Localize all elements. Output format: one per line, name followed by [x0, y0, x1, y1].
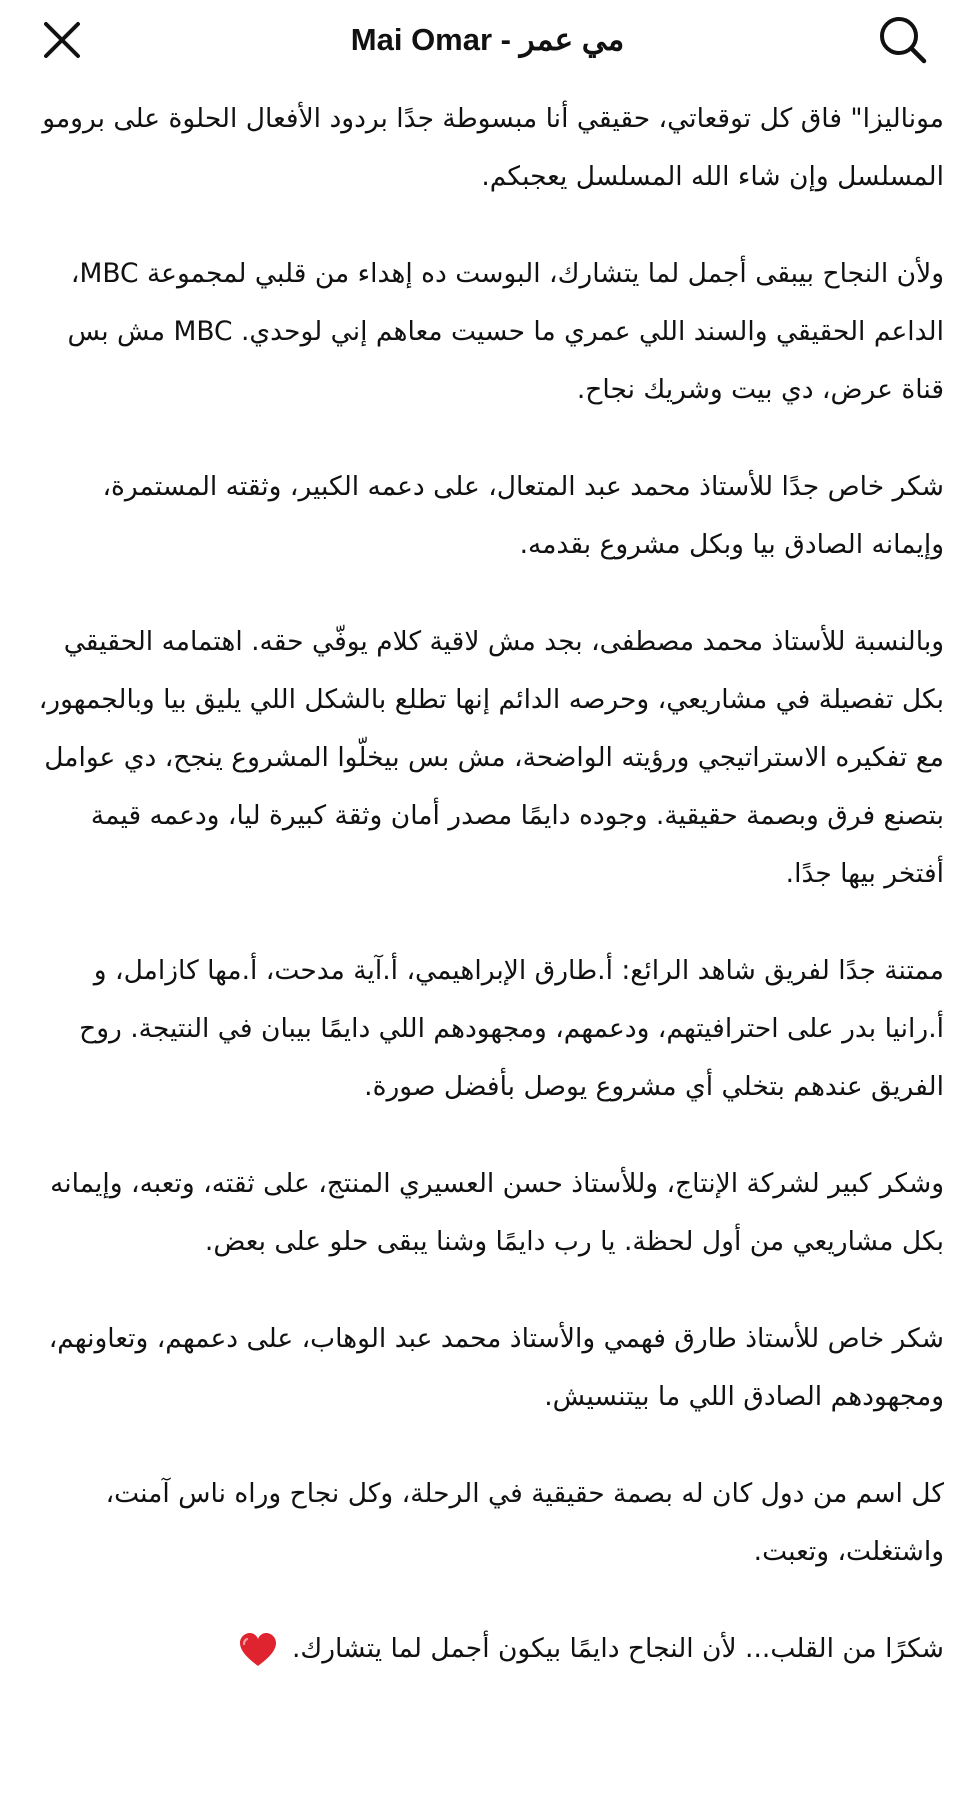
post-paragraph: ولأن النجاح بيبقى أجمل لما يتشارك، البوست ده إهداء من قلبي لمجموعة MBC، الداعم الحقيقي والسند اللي عمري ما حسيت معاهم إني لوحدي. MBC مش بس قناة عرض، دي بيت وشريك نجاح.	[67, 258, 944, 405]
post-paragraph-text: شكرًا من القلب... لأن النجاح دايمًا بيكون أجمل لما يتشارك.	[291, 1633, 944, 1664]
post-paragraph: ممتنة جدًا لفريق شاهد الرائع: أ.طارق الإبراهيمي، أ.آية مدحت، أ.مها كازامل، و أ.رانيا بدر على احترافيتهم، ودعمهم، ومجهودهم اللي دايمًا بيبان في النتيجة. روح الفريق عندهم بتخلي أي مشروع يوصل بأفضل صورة.	[79, 955, 944, 1102]
post-paragraph-last	[32, 1620, 944, 1678]
search-icon	[878, 15, 928, 65]
search-button[interactable]	[877, 14, 929, 66]
page-title: Mai Omar - مي عمر	[350, 22, 625, 57]
post-paragraph: وشكر كبير لشركة الإنتاج، وللأستاذ حسن العسيري المنتج، على ثقته، وتعبه، وإيمانه بكل مشاريعي من أول لحظة. يا رب دايمًا وشنا يبقى حلو على بعض.	[50, 1168, 944, 1257]
post-paragraph: كل اسم من دول كان له بصمة حقيقية في الرحلة، وكل نجاح وراه ناس آمنت، واشتغلت، وتعبت.	[105, 1478, 944, 1567]
post-paragraph: شكر خاص جدًا للأستاذ محمد عبد المتعال، على دعمه الكبير، وثقته المستمرة، وإيمانه الصادق بيا وبكل مشروع بقدمه.	[102, 471, 944, 560]
post-paragraph: وبالنسبة للأستاذ محمد مصطفى، بجد مش لاقية كلام يوفّي حقه. اهتمامه الحقيقي بكل تفصيلة في مشاريعي، وحرصه الدائم إنها تطلع بالشكل اللي يليق بيا وبالجمهور، مع تفكيره الاستراتيجي ورؤيته الواضحة، مش بس بيخلّوا المشروع ينجح، دي عوامل بتصنع فرق وبصمة حقيقية. وجوده دايمًا مصدر أمان وثقة كبيرة ليا، ودعمه قيمة أفتخر بيها جدًا.	[38, 626, 944, 889]
post-paragraph: موناليزا" فاق كل توقعاتي، حقيقي أنا مبسوطة جدًا بردود الأفعال الحلوة على برومو المسلسل وإن شاء الله المسلسل يعجبكم.	[42, 103, 944, 192]
post-paragraph: شكر خاص للأستاذ طارق فهمي والأستاذ محمد عبد الوهاب، على دعمهم، وتعاونهم، ومجهودهم الصادق اللي ما بيتنسيش.	[48, 1323, 944, 1412]
top-bar	[0, 0, 975, 84]
post-body	[32, 90, 944, 1678]
heart-icon	[238, 1632, 278, 1668]
